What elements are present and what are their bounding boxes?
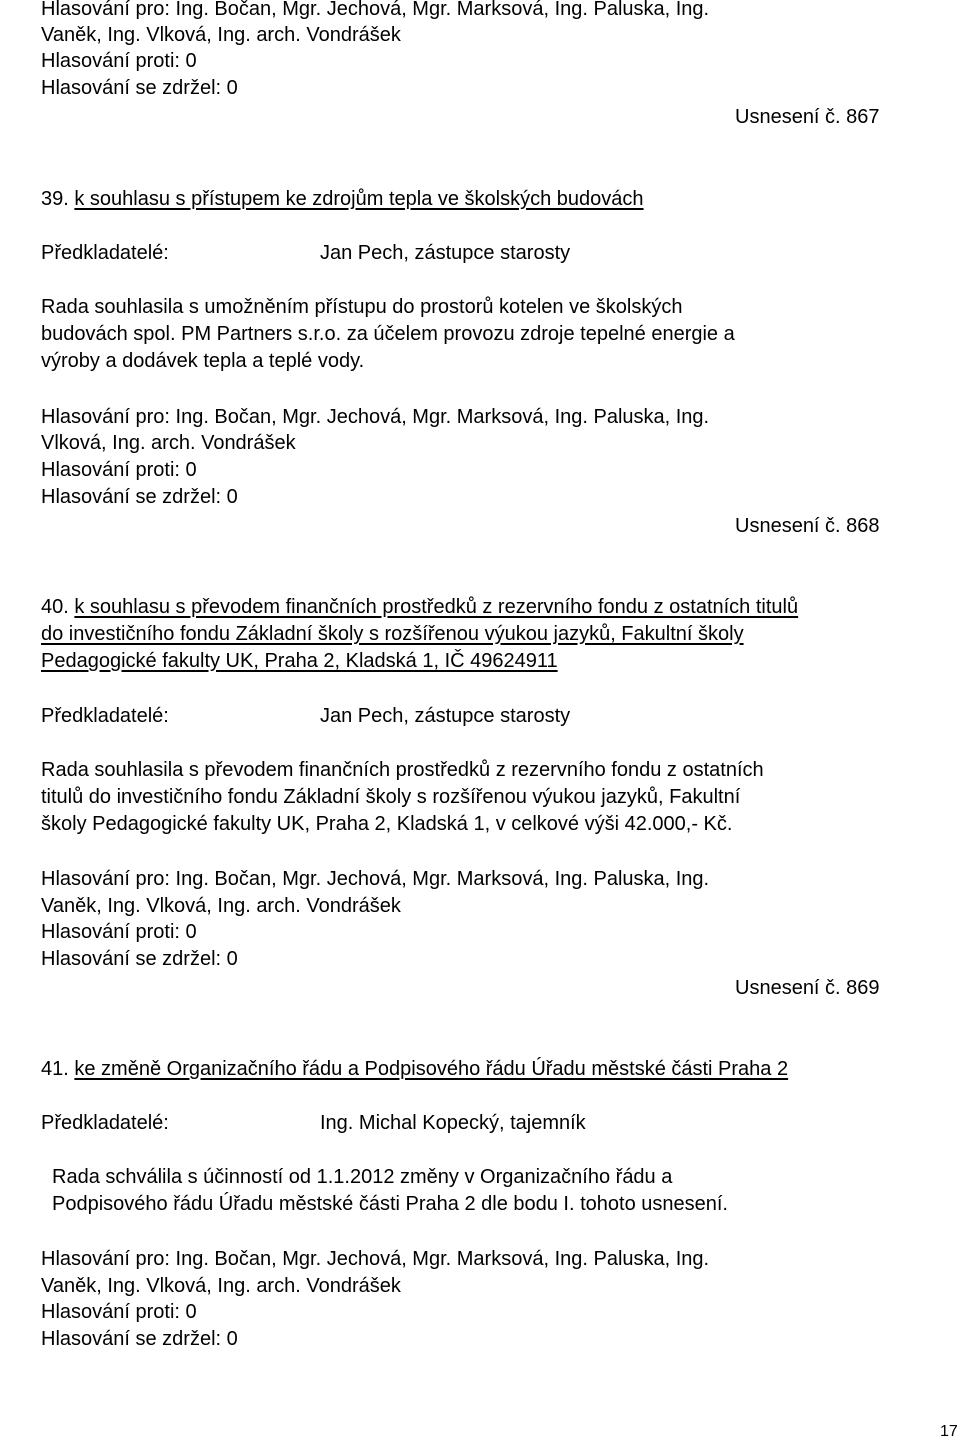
- item-39-presenter-label: Předkladatelé:: [41, 242, 169, 264]
- item-40-presenter: Jan Pech, zástupce starosty: [320, 705, 571, 727]
- item-40-title-line-3: Pedagogické fakulty UK, Praha 2, Kladská 1, IČ 49624911: [41, 650, 558, 672]
- item-41-votes-against: Hlasování proti: 0: [41, 1301, 197, 1323]
- resolution-869: Usnesení č. 869: [735, 977, 880, 999]
- item-39-presenter: Jan Pech, zástupce starosty: [320, 242, 571, 264]
- item-40-votes-for-line-2: Vaněk, Ing. Vlková, Ing. arch. Vondrášek: [41, 895, 401, 917]
- item-39-votes-for-line-1: Hlasování pro: Ing. Bočan, Mgr. Jechová, Mgr. Marksová, Ing. Paluska, Ing.: [41, 406, 710, 428]
- item-40-body-line-2: titulů do investičního fondu Základní školy s rozšířenou výukou jazyků, Fakultní: [41, 786, 741, 808]
- resolution-867: Usnesení č. 867: [735, 106, 880, 128]
- item-40-body-line-3: školy Pedagogické fakulty UK, Praha 2, Kladská 1, v celkové výši 42.000,- Kč.: [41, 813, 733, 835]
- item-41-title: [41, 1056, 788, 1083]
- prev-votes-for-line-2: Vaněk, Ing. Vlková, Ing. arch. Vondrášek: [41, 24, 401, 46]
- item-41-number: 41.: [41, 1058, 69, 1080]
- item-40-title-line-2: do investičního fondu Základní školy s rozšířenou výukou jazyků, Fakultní školy: [41, 623, 744, 645]
- prev-votes-abstain: Hlasování se zdržel: 0: [41, 77, 238, 99]
- item-41-presenter-label: Předkladatelé:: [41, 1112, 169, 1134]
- item-41-votes-abstain: Hlasování se zdržel: 0: [41, 1328, 238, 1350]
- item-39-title: [41, 186, 644, 213]
- item-40-presenter-label: Předkladatelé:: [41, 705, 169, 727]
- item-40-title: [41, 594, 798, 621]
- item-40-title-line-1: k souhlasu s převodem finančních prostředků z rezervního fondu z ostatních titulů: [74, 596, 799, 618]
- page-number: 17: [940, 1423, 958, 1440]
- item-40-votes-for-line-1: Hlasování pro: Ing. Bočan, Mgr. Jechová, Mgr. Marksová, Ing. Paluska, Ing.: [41, 868, 710, 890]
- item-39-number: 39.: [41, 188, 69, 210]
- item-39-votes-against: Hlasování proti: 0: [41, 459, 197, 481]
- item-39-votes-for-line-2: Vlková, Ing. arch. Vondrášek: [41, 432, 296, 454]
- item-40-body-line-1: Rada souhlasila s převodem finančních prostředků z rezervního fondu z ostatních: [41, 759, 764, 781]
- item-39-body-line-2: budovách spol. PM Partners s.r.o. za účelem provozu zdroje tepelné energie a: [41, 323, 735, 345]
- item-41-presenter: Ing. Michal Kopecký, tajemník: [320, 1112, 586, 1134]
- item-41-title-text: ke změně Organizačního řádu a Podpisového řádu Úřadu městské části Praha 2: [74, 1058, 789, 1080]
- item-40-number: 40.: [41, 596, 69, 618]
- item-40-votes-abstain: Hlasování se zdržel: 0: [41, 948, 238, 970]
- item-39-title-text: k souhlasu s přístupem ke zdrojům tepla ve školských budovách: [74, 188, 644, 210]
- item-41-votes-for-line-1: Hlasování pro: Ing. Bočan, Mgr. Jechová, Mgr. Marksová, Ing. Paluska, Ing.: [41, 1248, 710, 1270]
- item-41-votes-for-line-2: Vaněk, Ing. Vlková, Ing. arch. Vondrášek: [41, 1275, 401, 1297]
- item-39-body-line-3: výroby a dodávek tepla a teplé vody.: [41, 350, 365, 372]
- item-41-body-line-1: Rada schválila s účinností od 1.1.2012 změny v Organizačního řádu a: [52, 1166, 673, 1188]
- item-40-title-line-3-row: [41, 648, 558, 675]
- item-40-title-line-2-row: [41, 621, 744, 648]
- item-41-body-line-2: Podpisového řádu Úřadu městské části Praha 2 dle bodu I. tohoto usnesení.: [52, 1193, 728, 1215]
- item-39-votes-abstain: Hlasování se zdržel: 0: [41, 486, 238, 508]
- item-40-votes-against: Hlasování proti: 0: [41, 921, 197, 943]
- item-39-body-line-1: Rada souhlasila s umožněním přístupu do prostorů kotelen ve školských: [41, 296, 683, 318]
- prev-votes-for-line-1: Hlasování pro: Ing. Bočan, Mgr. Jechová, Mgr. Marksová, Ing. Paluska, Ing.: [41, 0, 710, 20]
- resolution-868: Usnesení č. 868: [735, 515, 880, 537]
- prev-votes-against: Hlasování proti: 0: [41, 50, 197, 72]
